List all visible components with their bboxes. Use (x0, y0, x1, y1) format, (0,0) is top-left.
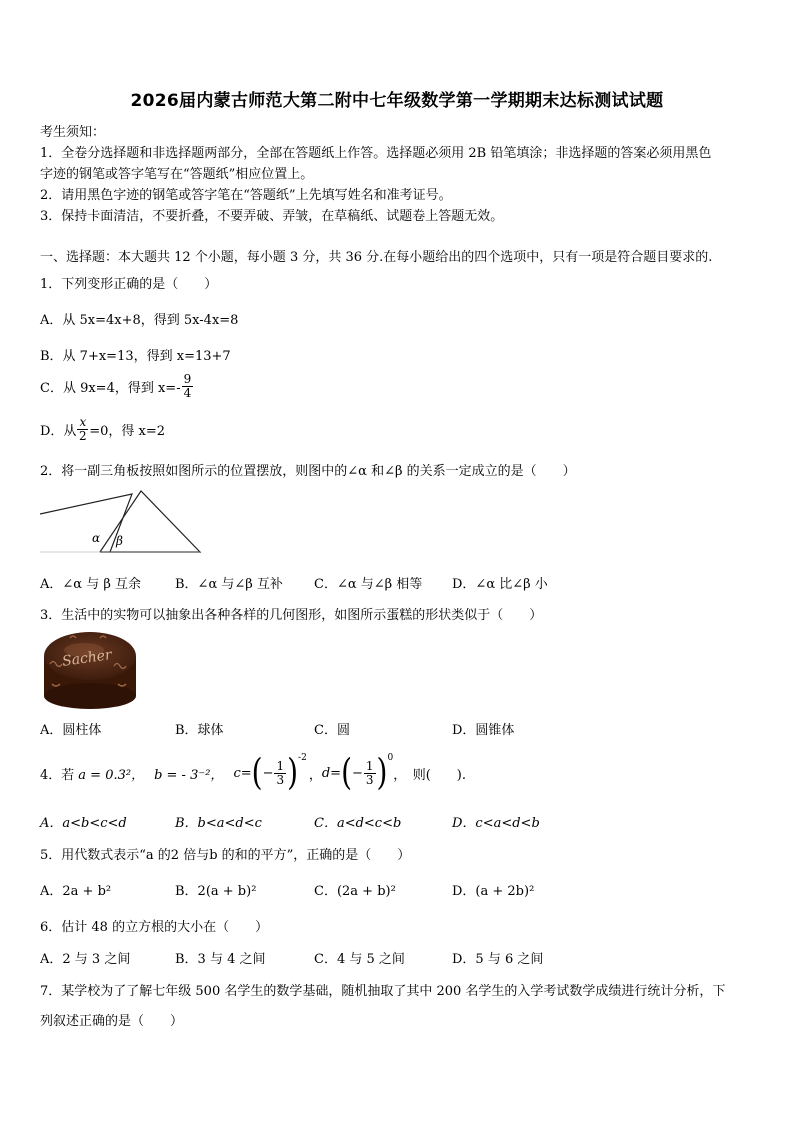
q4-tail: ， 则( ). (393, 767, 466, 783)
question-1-stem: 1．下列变形正确的是（ ） (40, 277, 218, 292)
fraction-denominator: 3 (276, 772, 285, 787)
cake-bottom (44, 683, 136, 709)
notice-item: 2．请用黑色字迹的钢笔或答字笔在“答题纸”上先填写姓名和准考证号。 (40, 188, 452, 203)
page-title: 2026届内蒙古师范大第二附中七年级数学第一学期期末达标测试试题 (130, 91, 664, 111)
q4-option-b: B．b<a<d<c (175, 816, 262, 831)
q2-option-c: C．∠α 与∠β 相等 (314, 577, 423, 592)
q2-option-a: A．∠α 与 β 互余 (40, 577, 141, 592)
question-7-line: 列叙述正确的是（ ） (40, 1014, 184, 1029)
triangle-right (100, 491, 200, 552)
paren-close: ) (287, 750, 299, 794)
fraction-denominator: 4 (183, 386, 192, 400)
q1-option-d (40, 416, 165, 443)
q5-option-a: A．2a + b² (40, 884, 112, 899)
q5-option-c: C．(2a + b)² (314, 884, 396, 899)
minus-sign: − (352, 765, 363, 781)
paren-open: ( (251, 750, 263, 794)
fraction-denominator: 3 (365, 772, 374, 787)
q6-option-c: C．4 与 5 之间 (314, 952, 405, 967)
q3-option-b: B．球体 (175, 723, 224, 738)
question-5-stem: 5．用代数式表示“a 的2 倍与b 的和的平方”，正确的是（ ） (40, 848, 411, 863)
q4-prefix: 4．若 (40, 767, 75, 783)
notice-item: 1．全卷分选择题和非选择题两部分，全部在答题纸上作答。选择题必须用 2B 铅笔填涂；非选择题的答案必须用黑色 (40, 146, 712, 161)
question-7-line: 7．某学校为了了解七年级 500 名学生的数学基础，随机抽取了其中 200 名学生的入学考试数学成绩进行统计分析，下 (40, 984, 726, 999)
fraction (77, 416, 88, 443)
q3-option-a: A．圆柱体 (40, 723, 102, 738)
section-heading: 一、选择题：本大题共 12 个小题，每小题 3 分，共 36 分.在每小题给出的四个选项中，只有一项是符合题目要求的. (40, 250, 713, 265)
q2-option-d: D．∠α 比∠β 小 (452, 577, 548, 592)
fraction-denominator: 2 (79, 429, 87, 443)
q6-option-d: D．5 与 6 之间 (452, 952, 544, 967)
question-3-stem: 3．生活中的实物可以抽象出各种各样的几何图形，如图所示蛋糕的形状类似于（ ） (40, 608, 543, 623)
notice-heading: 考生须知： (40, 125, 106, 140)
cake-lettering: Sacher (61, 647, 113, 670)
angle-alpha-label: α (92, 531, 101, 545)
q4-d-label: d= (321, 765, 342, 781)
q4-b-part: b = - 3⁻²， (154, 767, 224, 783)
angle-beta-label: β (116, 534, 123, 548)
question-2-stem: 2．将一副三角板按照如图所示的位置摆放，则图中的∠α 和∠β 的关系一定成立的是（ ） (40, 464, 576, 479)
minus-sign: − (262, 765, 274, 781)
q3-option-d: D．圆锥体 (452, 723, 515, 738)
paren-close: ) (376, 750, 388, 794)
notice-item: 字迹的钢笔或答字笔写在“答题纸”相应位置上。 (40, 167, 314, 182)
q4-a-part: a = 0.3²， (78, 767, 145, 783)
cake-image (40, 626, 140, 712)
q4-option-c: C．a<d<c<b (314, 816, 402, 831)
fraction-numerator: 1 (276, 758, 285, 773)
q3-option-c: C．圆 (314, 723, 350, 738)
question-4-stem: 4．若 a = 0.3²， b = - 3⁻²， c= ( − $\frac{1}{3}$ ) -2 ， d= ( − $\frac{1}{3}$ ) 0 ， 则( ). (40, 750, 466, 794)
fraction-numerator: 1 (365, 758, 374, 773)
q5-option-d: D．(a + 2b)² (452, 884, 535, 899)
triangle-figure (38, 488, 203, 554)
paren-open: ( (341, 750, 352, 794)
fraction (274, 760, 286, 787)
fraction-numerator: 9 (183, 372, 192, 386)
q1-option-c-text: C．从 9x=4，得到 x=- (40, 381, 181, 396)
q1-option-d-pre: D．从 (40, 424, 77, 439)
q4-option-d: D．c<a<d<b (452, 816, 540, 831)
q4-c-label: c= (233, 765, 252, 781)
q5-option-b: B．2(a + b)² (175, 884, 257, 899)
q6-option-a: A．2 与 3 之间 (40, 952, 131, 967)
fraction (364, 760, 376, 787)
q1-option-a: A．从 5x=4x+8，得到 5x-4x=8 (40, 313, 239, 328)
fraction-numerator: x (79, 415, 87, 429)
q2-option-b: B．∠α 与∠β 互补 (175, 577, 283, 592)
notice-item: 3．保持卡面清洁，不要折叠，不要弄破、弄皱，在草稿纸、试题卷上答题无效。 (40, 209, 504, 224)
q1-option-b: B．从 7+x=13，得到 x=13+7 (40, 349, 231, 364)
q1-option-c (40, 373, 194, 400)
q1-option-d-post: =0，得 x=2 (89, 424, 166, 439)
q6-option-b: B．3 与 4 之间 (175, 952, 266, 967)
exponent: -2 (298, 753, 307, 763)
fraction (182, 373, 194, 400)
q4-option-a: A．a<b<c<d (40, 816, 127, 831)
exponent: 0 (387, 753, 394, 763)
question-6-stem: 6．估计 48 的立方根的大小在（ ） (40, 920, 269, 935)
